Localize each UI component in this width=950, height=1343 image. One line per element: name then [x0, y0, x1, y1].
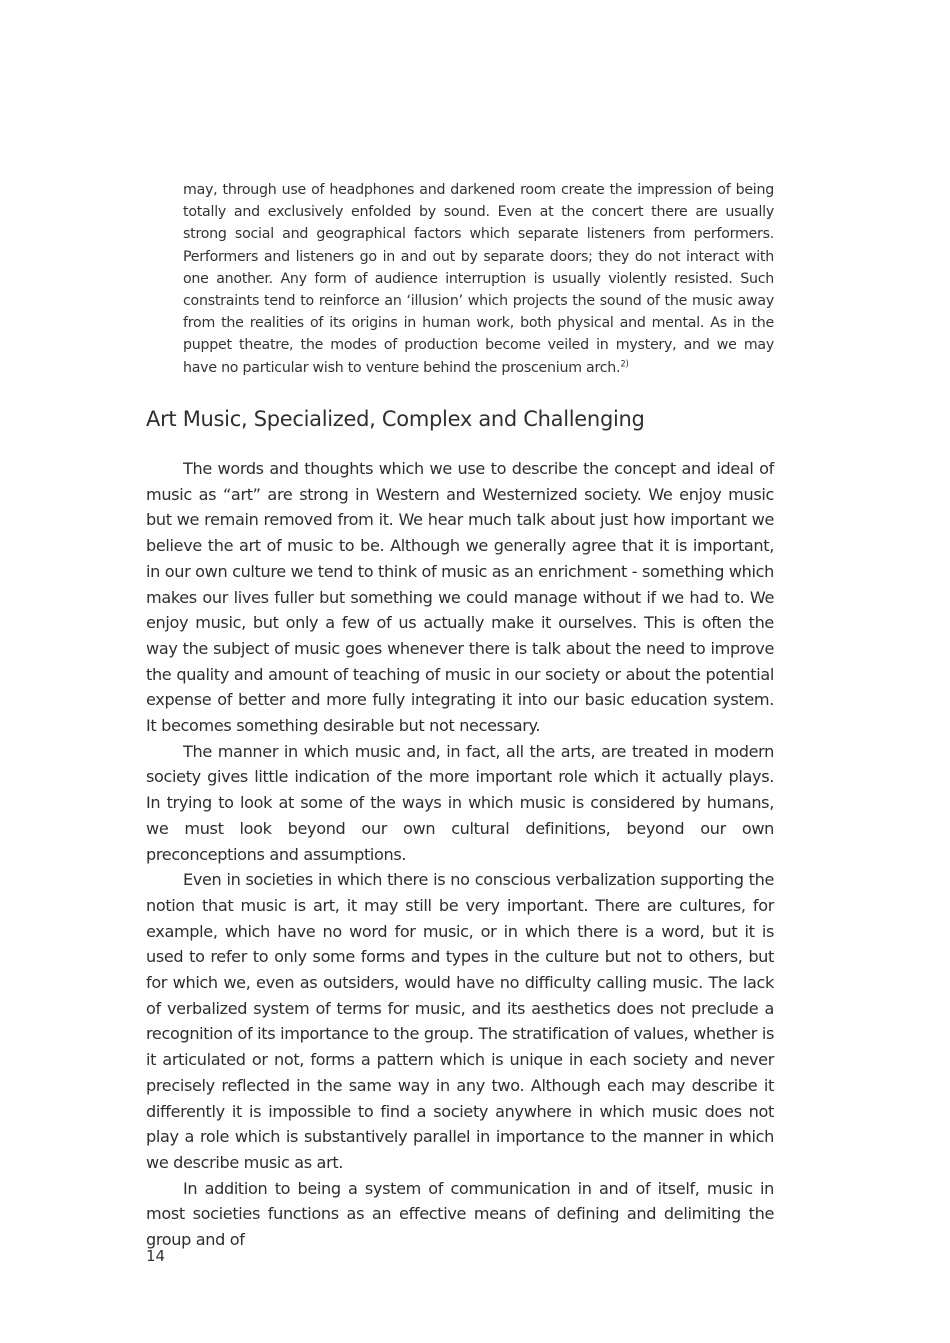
block-quote-text: may, through use of headphones and darkened room create the impression of being totally and exclusively enfolded by sound. Even at the concert there are usually strong social and geographical factors which separate listeners from performers. Performers and listeners go in and out by separate doors; they do not interact with one another. Any form of audience interruption is usually violently resisted. Such constraints tend to reinforce an ‘illusion’ which projects the sound of the music away from the realities of its origins in human work, both physical and mental. As in the puppet theatre, the modes of production become veiled in mystery, and we may have no particular wish to venture behind the proscenium arch.: [183, 182, 774, 376]
page-number: 14: [146, 1247, 166, 1265]
body-paragraph: Even in societies in which there is no conscious verbalization supporting the notion that music is art, it may still be very important. There are cultures, for example, which have no word for music, or in which there is a word, but it is used to refer to only some forms and types in the culture but not to others, but for which we, even as outsiders, would have no difficulty calling music. The lack of verbalized system of terms for music, and its aesthetics does not preclude a recognition of its importance to the group. The stratification of values, whether is it articulated or not, forms a pattern which is unique in each society and never precisely reflected in the same way in any two. Although each may describe it differently it is impossible to find a society anywhere in which music does not play a role which is substantively parallel in importance to the manner in which we describe music as art.: [146, 870, 774, 1172]
block-quote: [183, 179, 774, 379]
body-paragraph: The manner in which music and, in fact, all the arts, are treated in modern society gives little indication of the more important role which it actually plays. In trying to look at some of the ways in which music is considered by humans, we must look beyond our own cultural definitions, beyond our own preconceptions and assumptions.: [146, 741, 774, 864]
section-heading: Art Music, Specialized, Complex and Challenging: [146, 407, 645, 431]
section-body: [146, 456, 774, 1253]
footnote-reference: 2): [620, 358, 629, 369]
body-paragraph: In addition to being a system of communication in and of itself, music in most societies functions as an effective means of defining and delimiting the group and of: [146, 1178, 774, 1250]
body-paragraph: The words and thoughts which we use to describe the concept and ideal of music as “art” are strong in Western and Westernized society. We enjoy music but we remain removed from it. We hear much talk about just how important we believe the art of music to be. Although we generally agree that it is important, in our own culture we tend to think of music as an enrichment - something which makes our lives fuller but something we could manage without if we had to. We enjoy music, but only a few of us actually make it ourselves. This is often the way the subject of music goes whenever there is talk about the need to improve the quality and amount of teaching of music in our society or about the potential expense of better and more fully integrating it into our basic education system. It becomes something desirable but not necessary.: [146, 459, 774, 736]
